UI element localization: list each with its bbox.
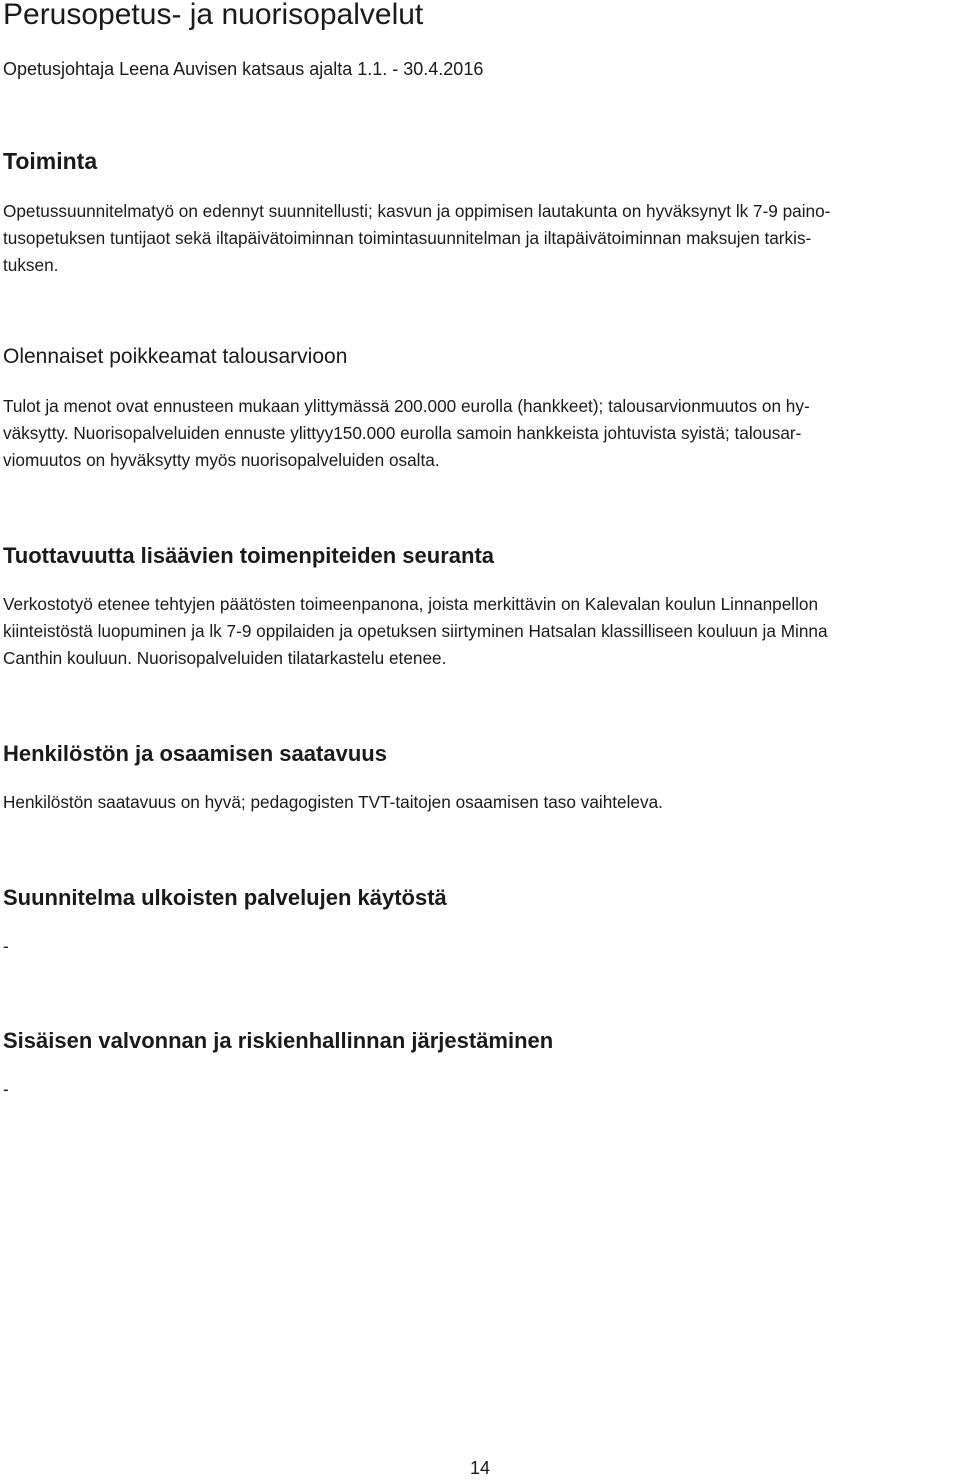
section-internal-control	[3, 1028, 955, 1103]
section-productivity	[3, 543, 955, 672]
paragraph-line: kiinteistöstä luopuminen ja lk 7-9 oppilaiden ja opetuksen siirtyminen Hatsalan klassilliseen kouluun ja Minna	[3, 621, 828, 641]
paragraph-line: Henkilöstön saatavuus on hyvä; pedagogisten TVT-taitojen osaamisen taso vaihteleva.	[3, 792, 663, 812]
page-number: 14	[470, 1458, 491, 1478]
section-heading: Toiminta	[3, 148, 98, 174]
paragraph-line: Verkostotyö etenee tehtyjen päätösten toimeenpanona, joista merkittävin on Kalevalan koulun Linnanpellon	[3, 594, 819, 614]
section-toiminta	[3, 148, 955, 279]
section-heading: Tuottavuutta lisäävien toimenpiteiden seuranta	[3, 543, 495, 568]
section-paragraph	[3, 198, 955, 279]
section-heading: Suunnitelma ulkoisten palvelujen käytöstä	[3, 885, 447, 910]
document-title: Perusopetus- ja nuorisopalvelut	[3, 0, 424, 31]
paragraph-line: Canthin kouluun. Nuorisopalveluiden tilatarkastelu etenee.	[3, 648, 447, 668]
paragraph-line: tusopetuksen tuntijaot sekä iltapäivätoiminnan toimintasuunnitelman ja iltapäivätoiminnan maksujen tarkis-	[3, 228, 812, 248]
paragraph-line: -	[3, 936, 9, 956]
section-paragraph	[3, 933, 955, 960]
section-paragraph	[3, 393, 955, 474]
section-heading: Sisäisen valvonnan ja riskienhallinnan järjestäminen	[3, 1028, 554, 1053]
section-heading: Olennaiset poikkeamat talousarvioon	[3, 345, 348, 368]
paragraph-line: väksytty. Nuorisopalveluiden ennuste ylittyy150.000 eurolla samoin hankkeista johtuvista syistä; talousar-	[3, 423, 802, 443]
section-budget-deviations	[3, 345, 955, 474]
section-paragraph	[3, 789, 955, 816]
paragraph-line: Tulot ja menot ovat ennusteen mukaan ylittymässä 200.000 eurolla (hankkeet); talousarvionmuutos on hy-	[3, 396, 810, 416]
paragraph-line: Opetussuunnitelmatyö on edennyt suunnitellusti; kasvun ja oppimisen lautakunta on hyväksynyt lk 7-9 paino-	[3, 201, 831, 221]
section-staff-availability	[3, 741, 955, 816]
paragraph-line: tuksen.	[3, 255, 59, 275]
section-paragraph	[3, 591, 955, 672]
document-subtitle: Opetusjohtaja Leena Auvisen katsaus ajalta 1.1. - 30.4.2016	[3, 59, 484, 79]
section-paragraph	[3, 1076, 955, 1103]
paragraph-line: viomuutos on hyväksytty myös nuorisopalveluiden osalta.	[3, 450, 440, 470]
section-external-services	[3, 885, 955, 960]
section-heading: Henkilöstön ja osaamisen saatavuus	[3, 741, 387, 766]
paragraph-line: -	[3, 1079, 9, 1099]
